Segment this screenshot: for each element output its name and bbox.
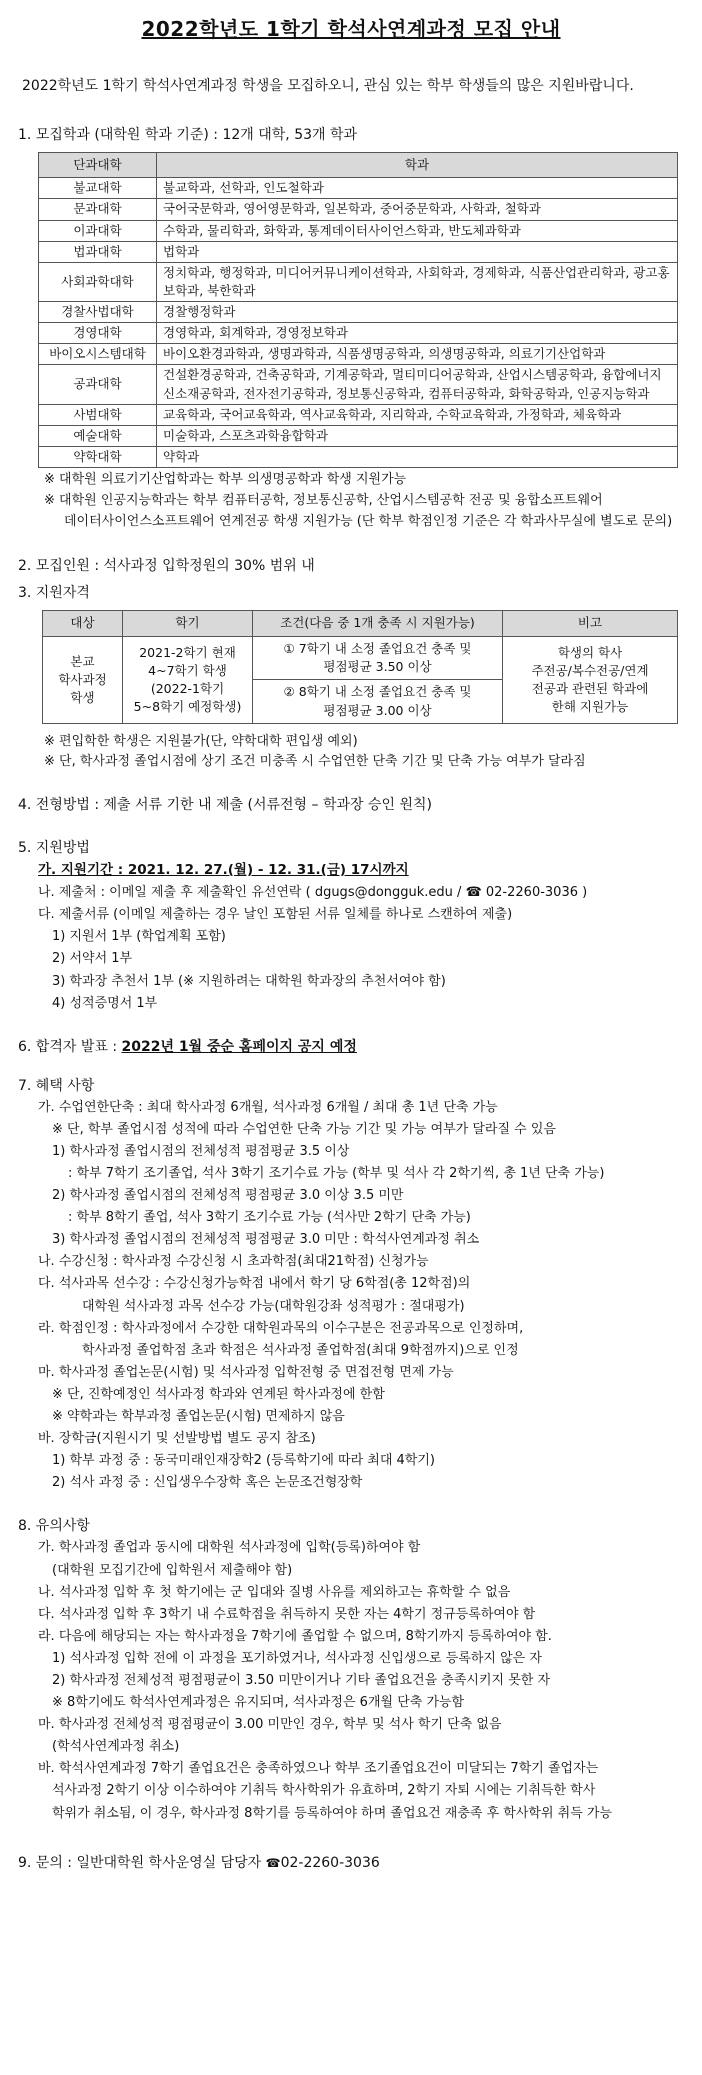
benefit-line: : 학부 8학기 졸업, 석사 3학기 조기수료 가능 (석사만 2학기 단축 가능) bbox=[68, 1210, 471, 1226]
announcement-label: 6. 합격자 발표 : bbox=[18, 1038, 122, 1055]
section-3-note-2: ※ 단, 학사과정 졸업시점에 상기 조건 미충족 시 수업연한 단축 기간 및 단축 가능 여부가 달라짐 bbox=[44, 754, 586, 770]
document-item-1: 1) 지원서 1부 (학업계획 포함) bbox=[52, 929, 226, 945]
department-row bbox=[39, 220, 678, 241]
application-period: 가. 지원기간 : 2021. 12. 27.(월) - 12. 31.(금) 17시까지 bbox=[38, 862, 409, 879]
benefit-line: 라. 학점인정 : 학사과정에서 수강한 대학원과목의 이수구분은 전공과목으로 인정하며, bbox=[38, 1320, 524, 1336]
department-row bbox=[39, 241, 678, 262]
benefit-line: 2) 학사과정 졸업시점의 전체성적 평점평균 3.0 이상 3.5 미만 bbox=[52, 1188, 404, 1204]
precaution-line: (학석사연계과정 취소) bbox=[52, 1739, 180, 1755]
benefit-line: 대학원 석사과정 과목 선수강 가능(대학원강좌 성적평가 : 절대평가) bbox=[82, 1298, 465, 1314]
benefit-line: ※ 약학과는 학부과정 졸업논문(시험) 면제하지 않음 bbox=[52, 1409, 345, 1425]
department-row bbox=[39, 302, 678, 323]
college-name: 공과대학 bbox=[39, 365, 157, 404]
precaution-line: 석사과정 2학기 이상 이수하여야 기취득 학사학위가 유효하며, 2학기 자퇴 시에는 기취득한 학사 bbox=[52, 1783, 596, 1799]
department-list: 국어국문학과, 영어영문학과, 일본학과, 중어중문학과, 사학과, 철학과 bbox=[157, 199, 678, 220]
department-list: 약학과 bbox=[157, 446, 678, 467]
qualification-row-1 bbox=[43, 637, 678, 680]
department-row bbox=[39, 344, 678, 365]
precaution-line: 1) 석사과정 입학 전에 이 과정을 포기하였거나, 석사과정 신입생으로 등록하지 않은 자 bbox=[52, 1650, 542, 1666]
condition-cell-2: ② 8학기 내 소정 졸업요건 충족 및 평점평균 3.00 이상 bbox=[253, 680, 503, 723]
section-1-heading: 1. 모집학과 (대학원 학과 기준) : 12개 대학, 53개 학과 bbox=[18, 126, 358, 143]
college-name: 바이오시스템대학 bbox=[39, 344, 157, 365]
condition-cell-1: ① 7학기 내 소정 졸업요건 충족 및 평점평균 3.50 이상 bbox=[253, 637, 503, 680]
col-target-header: 대상 bbox=[43, 611, 123, 637]
section-3-heading: 3. 지원자격 bbox=[18, 585, 90, 602]
submission-contact: 나. 제출처 : 이메일 제출 후 제출확인 유선연락 ( dgugs@dongguk.edu / ☎ 02-2260-3036 ) bbox=[38, 885, 588, 901]
contact-phone: 02-2260-3036 bbox=[280, 1854, 380, 1871]
page-title: 2022학년도 1학기 학석사연계과정 모집 안내 bbox=[141, 17, 561, 41]
precaution-line: (대학원 모집기간에 입학원서 제출해야 함) bbox=[52, 1562, 293, 1578]
college-name: 문과대학 bbox=[39, 199, 157, 220]
col-college-header: 단과대학 bbox=[39, 152, 157, 178]
qualification-table bbox=[42, 610, 678, 723]
department-row bbox=[39, 199, 678, 220]
department-list: 미술학과, 스포츠과학융합학과 bbox=[157, 425, 678, 446]
document-item-4: 4) 성적증명서 1부 bbox=[52, 995, 158, 1011]
benefit-line: 나. 수강신청 : 학사과정 수강신청 시 초과학점(최대21학점) 신청가능 bbox=[38, 1254, 429, 1270]
remark-cell: 학생의 학사 주전공/복수전공/연계 전공과 관련된 학과에 한해 지원가능 bbox=[503, 637, 678, 724]
precaution-line: 학위가 취소됨, 이 경우, 학사과정 8학기를 등록하여야 하며 졸업요건 재충족 후 학사학위 취득 가능 bbox=[52, 1805, 613, 1821]
benefit-line: 1) 학부 과정 중 : 동국미래인재장학2 (등록학기에 따라 최대 4학기) bbox=[52, 1453, 435, 1469]
section-1-note-1: ※ 대학원 의료기기산업학과는 학부 의생명공학과 학생 지원가능 bbox=[44, 472, 407, 487]
document-item-3: 3) 학과장 추천서 1부 (※ 지원하려는 대학원 학과장의 추천서여야 함) bbox=[52, 973, 446, 989]
precaution-line: 라. 다음에 해당되는 자는 학사과정을 7학기에 졸업할 수 없으며, 8학기까지 등록하여야 함. bbox=[38, 1628, 552, 1644]
college-name: 예술대학 bbox=[39, 425, 157, 446]
department-table bbox=[38, 152, 678, 469]
precaution-line: 나. 석사과정 입학 후 첫 학기에는 군 입대와 질병 사유를 제외하고는 휴학할 수 없음 bbox=[38, 1584, 511, 1600]
section-6-heading bbox=[18, 1037, 684, 1058]
department-row bbox=[39, 365, 678, 404]
benefit-line: 학사과정 졸업학점 초과 학점은 석사과정 졸업학점(최대 9학점까지)으로 인정 bbox=[82, 1342, 519, 1358]
announcement-date: 2022년 1월 중순 홈페이지 공지 예정 bbox=[121, 1038, 357, 1055]
target-cell: 본교 학사과정 학생 bbox=[43, 637, 123, 724]
precaution-line: 마. 학사과정 전체성적 평점평균이 3.00 미만인 경우, 학부 및 석사 학기 단축 없음 bbox=[38, 1717, 502, 1733]
section-9-contact bbox=[18, 1853, 684, 1874]
department-list: 경영학과, 회계학과, 경영정보학과 bbox=[157, 323, 678, 344]
col-remark-header: 비고 bbox=[503, 611, 678, 637]
college-name: 사회과학대학 bbox=[39, 262, 157, 301]
precaution-line: 다. 석사과정 입학 후 3학기 내 수료학점을 취득하지 못한 자는 4학기 정규등록하여야 함 bbox=[38, 1606, 536, 1622]
department-row bbox=[39, 262, 678, 301]
benefit-line: 1) 학사과정 졸업시점의 전체성적 평점평균 3.5 이상 bbox=[52, 1143, 350, 1159]
section-5 bbox=[18, 838, 684, 1015]
required-documents: 다. 제출서류 (이메일 제출하는 경우 날인 포함된 서류 일체를 하나로 스캔하여 제출) bbox=[38, 907, 513, 923]
benefit-line: : 학부 7학기 조기졸업, 석사 3학기 조기수료 가능 (학부 및 석사 각 2학기씩, 총 1년 단축 가능) bbox=[68, 1166, 605, 1182]
department-table-body bbox=[39, 178, 678, 468]
department-list: 바이오환경과학과, 생명과학과, 식품생명공학과, 의생명공학과, 의료기기산업학과 bbox=[157, 344, 678, 365]
college-name: 약학대학 bbox=[39, 446, 157, 467]
section-1-note-2a: ※ 대학원 인공지능학과는 학부 컴퓨터공학, 정보통신공학, 산업시스템공학 전공 및 융합소프트웨어 bbox=[44, 492, 603, 508]
college-name: 경영대학 bbox=[39, 323, 157, 344]
benefits-list bbox=[18, 1097, 684, 1495]
college-name: 법과대학 bbox=[39, 241, 157, 262]
department-row bbox=[39, 404, 678, 425]
col-dept-header: 학과 bbox=[157, 152, 678, 178]
department-list: 법학과 bbox=[157, 241, 678, 262]
college-name: 사범대학 bbox=[39, 404, 157, 425]
department-table-header bbox=[39, 152, 678, 178]
section-2 bbox=[18, 556, 684, 577]
precaution-line: 바. 학석사연계과정 7학기 졸업요건은 충족하였으나 학부 조기졸업요건이 미달되는 7학기 졸업자는 bbox=[38, 1761, 599, 1777]
section-3 bbox=[18, 583, 684, 773]
intro-paragraph: 2022학년도 1학기 학석사연계과정 학생을 모집하오니, 관심 있는 학부 학생들의 많은 지원바랍니다. bbox=[22, 78, 634, 94]
section-2-heading: 2. 모집인원 : 석사과정 입학정원의 30% 범위 내 bbox=[18, 558, 315, 575]
precautions-list bbox=[18, 1537, 684, 1824]
document-item-2: 2) 서약서 1부 bbox=[52, 951, 133, 967]
department-list: 불교학과, 선학과, 인도철학과 bbox=[157, 178, 678, 199]
precaution-line: 2) 학사과정 전체성적 평점평균이 3.50 미만이거나 기타 졸업요건을 충족시키지 못한 자 bbox=[52, 1672, 551, 1688]
benefit-line: 2) 석사 과정 중 : 신입생우수장학 혹은 논문조건형장학 bbox=[52, 1475, 363, 1491]
benefit-line: ※ 단, 학부 졸업시점 성적에 따라 수업연한 단축 가능 기간 및 가능 여부가 달라질 수 있음 bbox=[52, 1121, 556, 1137]
phone-icon: ☎ bbox=[265, 1855, 281, 1870]
section-8 bbox=[18, 1516, 684, 1824]
department-list: 정치학과, 행정학과, 미디어커뮤니케이션학과, 사회학과, 경제학과, 식품산업관리학과, 광고홍보학과, 북한학과 bbox=[157, 262, 678, 301]
department-row bbox=[39, 446, 678, 467]
benefit-line: 3) 학사과정 졸업시점의 전체성적 평점평균 3.0 미만 : 학석사연계과정 취소 bbox=[52, 1232, 480, 1248]
department-row bbox=[39, 323, 678, 344]
department-list: 교육학과, 국어교육학과, 역사교육학과, 지리학과, 수학교육학과, 가정학과, 체육학과 bbox=[157, 404, 678, 425]
college-name: 불교대학 bbox=[39, 178, 157, 199]
section-4 bbox=[18, 795, 684, 816]
department-row bbox=[39, 425, 678, 446]
department-row bbox=[39, 178, 678, 199]
benefit-line: 마. 학사과정 졸업논문(시험) 및 석사과정 입학전형 중 면접전형 면제 가능 bbox=[38, 1364, 454, 1380]
section-5-heading: 5. 지원방법 bbox=[18, 840, 90, 857]
precaution-line: 가. 학사과정 졸업과 동시에 대학원 석사과정에 입학(등록)하여야 함 bbox=[38, 1540, 421, 1556]
department-list: 수학과, 물리학과, 화학과, 통계데이터사이언스학과, 반도체과학과 bbox=[157, 220, 678, 241]
precaution-line: ※ 8학기에도 학석사연계과정은 유지되며, 석사과정은 6개월 단축 가능함 bbox=[52, 1695, 465, 1711]
contact-label: 9. 문의 : 일반대학원 학사운영실 담당자 bbox=[18, 1854, 266, 1871]
col-condition-header: 조건(다음 중 1개 충족 시 지원가능) bbox=[253, 611, 503, 637]
section-3-note-1: ※ 편입학한 학생은 지원불가(단, 약학대학 편입생 예외) bbox=[44, 733, 358, 749]
semester-cell: 2021-2학기 현재 4~7학기 학생 (2022-1학기 5~8학기 예정학생) bbox=[123, 637, 253, 724]
qualification-table-header bbox=[43, 611, 678, 637]
department-list: 경찰행정학과 bbox=[157, 302, 678, 323]
section-1 bbox=[18, 125, 684, 533]
benefit-line: 가. 수업연한단축 : 최대 학사과정 6개월, 석사과정 6개월 / 최대 총 1년 단축 가능 bbox=[38, 1099, 498, 1115]
section-7-heading: 7. 혜택 사항 bbox=[18, 1077, 95, 1094]
college-name: 이과대학 bbox=[39, 220, 157, 241]
section-4-heading: 4. 전형방법 : 제출 서류 기한 내 제출 (서류전형 – 학과장 승인 원칙) bbox=[18, 797, 432, 814]
section-7 bbox=[18, 1076, 684, 1495]
section-1-note-2b: 데이터사이언스소프트웨어 연계전공 학생 지원가능 (단 학부 학점인정 기준은 각 학과사무실에 별도로 문의) bbox=[64, 513, 673, 529]
benefit-line: 다. 석사과목 선수강 : 수강신청가능학점 내에서 학기 당 6학점(총 12학점)의 bbox=[38, 1276, 471, 1292]
section-8-heading: 8. 유의사항 bbox=[18, 1518, 90, 1535]
col-semester-header: 학기 bbox=[123, 611, 253, 637]
department-list: 건설환경공학과, 건축공학과, 기계공학과, 멀티미디어공학과, 산업시스템공학과, 융합에너지신소재공학과, 전자전기공학과, 정보통신공학과, 컴퓨터공학과, 화학공학과, 인공지능학과 bbox=[157, 365, 678, 404]
college-name: 경찰사법대학 bbox=[39, 302, 157, 323]
benefit-line: 바. 장학금(지원시기 및 선발방법 별도 공지 참조) bbox=[38, 1431, 316, 1447]
benefit-line: ※ 단, 진학예정인 석사과정 학과와 연계된 학사과정에 한함 bbox=[52, 1386, 385, 1402]
